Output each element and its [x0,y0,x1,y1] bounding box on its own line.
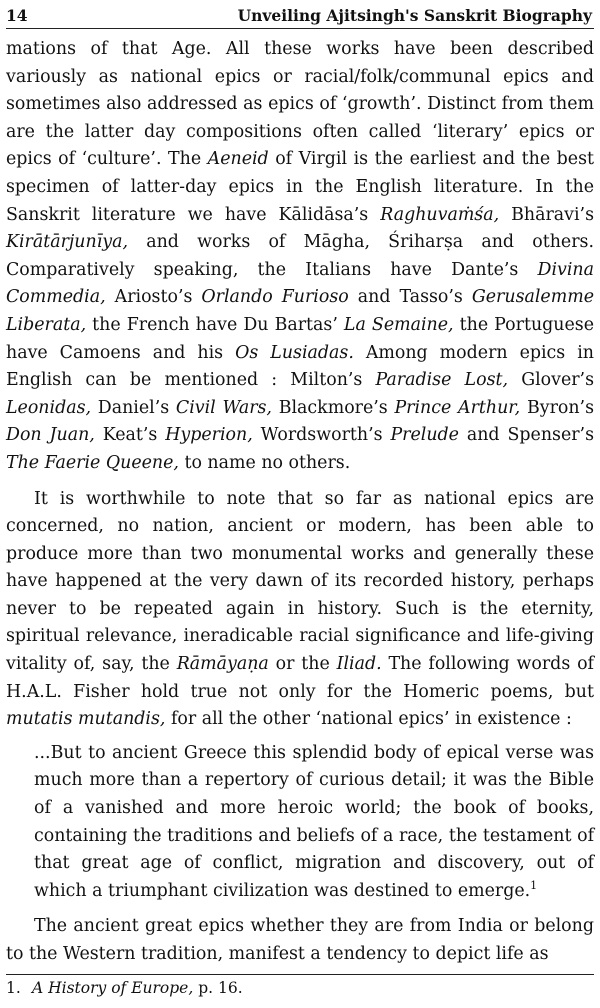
header-rule [6,28,594,29]
text-run: Daniel’s [91,397,176,418]
text-run: or the [268,654,337,675]
text-run: for all the other ‘national epics’ in existence : [165,709,572,730]
footnote [6,979,243,997]
footnote-rest: p. 16. [193,979,243,997]
text-run: mations of that Age. All these works have been described variously as national epics or racial/folk/communal epics and sometimes also addressed as epics of ‘growth’. Distinct from them are the latter day compositions often called ‘literary’ epics or epics of ‘culture’. The [6,39,594,170]
italic-title: Rāmāyaṇa [176,654,269,675]
italic-title: Gerusalemme Liberata, [6,287,594,335]
italic-title: Divina Commedia, [6,259,594,308]
text-run: Blackmore’s [271,397,395,418]
italic-title: Raghuvaṁśa, [380,204,500,225]
italic-title: Don Juan, [6,425,95,446]
text-run: Bhāravi’s [499,204,594,225]
footnote-number: 1. [6,979,21,997]
footnote-title: A History of Europe, [32,979,194,997]
text-run: The following words of H.A.L. Fisher hold true not only for the Homeric poems, but [6,654,594,702]
italic-title: The Faerie Queene, [6,452,179,473]
text-run: The ancient great epics whether they are from India or belong to the Western tradition, manifest a tendency to depict life as [6,916,594,964]
text-run: Glover’s [508,370,594,391]
running-header [6,2,594,30]
italic-title: Hyperion, [165,425,253,446]
italic-title: Prince Arthur, [394,397,521,418]
italic-title: Leonidas, [6,397,92,418]
text-run: to name no others. [178,452,351,473]
paragraph-2 [6,486,594,734]
text-run: Wordsworth’s [252,425,391,446]
text-run: Among modern epics in English can be mentioned : Milton’s [6,342,594,391]
footnote-rule [6,974,594,975]
italic-title: Kirātārjunīya, [6,232,128,253]
running-title: Unveiling Ajitsingh's Sanskrit Biography [237,6,592,25]
paragraph-1 [6,36,594,478]
italic-title: La Semaine, [343,314,454,335]
text-run: and Spenser’s [458,425,595,446]
text-run: It is worthwhile to note that so far as national epics are concerned, no nation, ancient or modern, has been able to produce more than two monumental works and generally these have happened at the very dawn of its recorded history, perhaps never to be repeated again in history. Such is the eternity, spiritual relevance, ineradicable racial significance and life-giving vitality of, say, the [6,488,594,675]
text-run: the Portuguese have Camoens and his [6,314,594,363]
quote-text: ...But to ancient Greece this splendid body of epical verse was much more than a repertory of curious detail; it was the Bible of a vanished and more heroic world; the book of books, containing the traditions and beliefs of a race, the testament of that great age of conflict, migration and discovery, out of which a triumphant civilization was destined to emerge. [34,742,594,901]
page-body [6,36,594,969]
italic-title: Civil Wars, [175,397,272,418]
paragraph-3 [6,913,594,968]
italic-title: Orlando Furioso [201,287,349,308]
block-quote [34,740,594,906]
text-run: the French have Du Bartas’ [86,314,344,335]
text-run: and Tasso’s [348,287,472,308]
italic-title: Os Lusiadas. [235,342,354,363]
text-run: Keat’s [94,425,166,446]
italic-title: Iliad. [336,654,382,675]
italic-title: Aeneid [207,149,269,170]
text-run: of Virgil is the earliest and the best specimen of latter-day epics in the English literature. In the Sanskrit literature we have Kālidāsa’s [6,149,594,225]
footnote-ref[interactable]: 1 [530,879,538,893]
text-run: and works of Māgha, Śriharṣa and others. Comparatively speaking, the Italians have Dante’s [6,232,594,280]
text-run: Ariosto’s [105,287,202,308]
italic-title: Paradise Lost, [375,370,509,391]
italic-phrase: mutatis mutandis, [6,709,166,730]
text-run: Byron’s [520,397,595,418]
page-number: 14 [6,6,28,25]
italic-title: Prelude [390,425,459,446]
